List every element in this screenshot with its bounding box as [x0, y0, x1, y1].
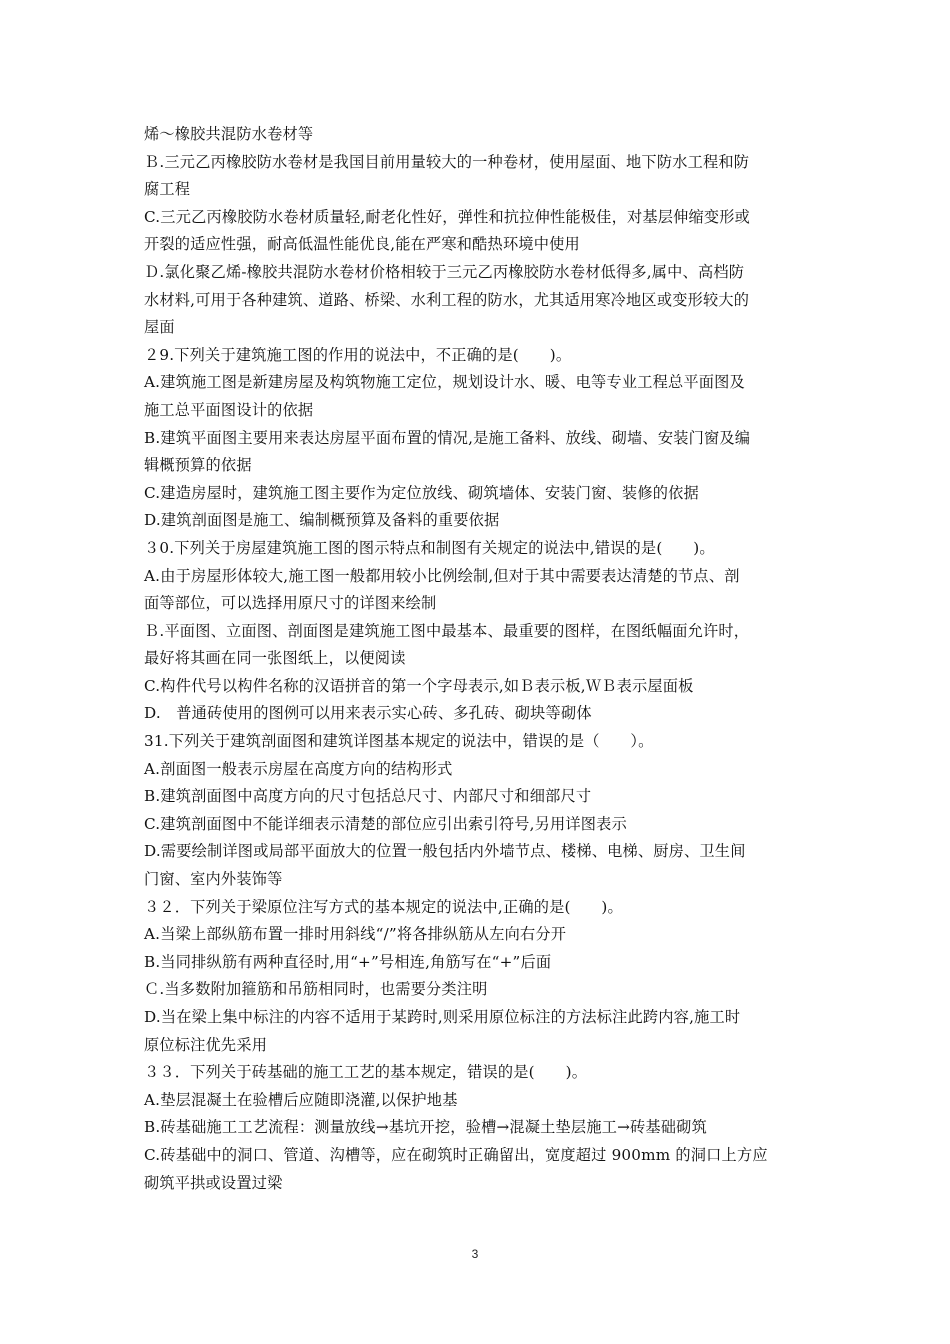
text-line: B.砖基础施工工艺流程：测量放线→基坑开挖，验槽→混凝土垫层施工→砖基础砌筑 — [144, 1118, 707, 1137]
text-line: A.剖面图一般表示房屋在高度方向的结构形式 — [144, 759, 453, 778]
text-line: 门窗、室内外装饰等 — [144, 870, 283, 889]
text-line: D.需要绘制详图或局部平面放大的位置一般包括内外墙节点、楼梯、电梯、厨房、卫生间 — [144, 842, 746, 861]
text-line: B.当同排纵筋有两种直径时,用“+”号相连,角筋写在“+”后面 — [144, 952, 552, 971]
text-line: Ｃ.当多数附加箍筋和吊筋相同时，也需要分类注明 — [144, 980, 488, 999]
text-line: Ｄ.氯化聚乙烯-橡胶共混防水卷材价格相较于三元乙丙橡胶防水卷材低得多,属中、高档防 — [144, 262, 745, 281]
text-line: 原位标注优先采用 — [144, 1035, 268, 1054]
text-line: D. 普通砖使用的图例可以用来表示实心砖、多孔砖、砌块等砌体 — [144, 704, 592, 723]
text-line: C.三元乙丙橡胶防水卷材质量轻,耐老化性好，弹性和抗拉伸性能极佳，对基层伸缩变形或 — [144, 207, 751, 226]
text-line: B.建筑剖面图中高度方向的尺寸包括总尺寸、内部尺寸和细部尺寸 — [144, 787, 592, 806]
text-line: ３２．下列关于梁原位注写方式的基本规定的说法中,正确的是( )。 — [144, 897, 623, 916]
text-line: A.由于房屋形体较大,施工图一般都用较小比例绘制,但对于其中需要表达清楚的节点、剖 — [144, 566, 740, 585]
text-line: C.建造房屋时，建筑施工图主要作为定位放线、砌筑墙体、安装门窗、装修的依据 — [144, 483, 699, 502]
text-line: Ｂ.三元乙丙橡胶防水卷材是我国目前用量较大的一种卷材，使用屋面、地下防水工程和防 — [144, 152, 750, 171]
text-line: 31.下列关于建筑剖面图和建筑详图基本规定的说法中，错误的是（ ）。 — [144, 732, 654, 751]
text-line: 砌筑平拱或设置过梁 — [144, 1173, 283, 1192]
text-line: 水材料,可用于各种建筑、道路、桥梁、水利工程的防水，尤其适用寒冷地区或变形较大的 — [144, 290, 750, 309]
text-line: ３３．下列关于砖基础的施工工艺的基本规定，错误的是( )。 — [144, 1063, 588, 1082]
text-line: 辑概预算的依据 — [144, 456, 252, 475]
text-line: 腐工程 — [144, 180, 191, 199]
text-line: 烯～橡胶共混防水卷材等 — [144, 125, 314, 143]
text-line: 最好将其画在同一张图纸上，以便阅读 — [144, 649, 406, 668]
text-line: B.建筑平面图主要用来表达房屋平面布置的情况,是施工备料、放线、砌墙、安装门窗及编 — [144, 428, 751, 447]
text-line: C.砖基础中的洞口、管道、沟槽等，应在砌筑时正确留出，宽度超过 900mm 的洞口上方应 — [144, 1145, 768, 1164]
page-number: 3 — [471, 1247, 479, 1261]
text-line: 面等部位，可以选择用原尺寸的详图来绘制 — [144, 594, 437, 613]
text-line: C.建筑剖面图中不能详细表示清楚的部位应引出索引符号,另用详图表示 — [144, 814, 627, 833]
page-body-text — [144, 121, 824, 1197]
text-line: ３0.下列关于房屋建筑施工图的图示特点和制图有关规定的说法中,错误的是( )。 — [144, 538, 715, 557]
text-line: A.建筑施工图是新建房屋及构筑物施工定位，规划设计水、暖、电等专业工程总平面图及 — [144, 373, 745, 392]
text-line: 施工总平面图设计的依据 — [144, 400, 314, 419]
text-line: ２9.下列关于建筑施工图的作用的说法中，不正确的是( )。 — [144, 345, 572, 364]
text-line: C.构件代号以构件名称的汉语拼音的第一个字母表示,如Ｂ表示板,ＷＢ表示屋面板 — [144, 676, 694, 695]
text-line: 开裂的适应性强，耐高低温性能优良,能在严寒和酷热环境中使用 — [144, 235, 580, 254]
text-line: A.垫层混凝土在验槽后应随即浇灌,以保护地基 — [144, 1090, 458, 1109]
text-line: D.当在梁上集中标注的内容不适用于某跨时,则采用原位标注的方法标注此跨内容,施工时 — [144, 1008, 741, 1026]
text-line: A.当梁上部纵筋布置一排时用斜线“/”将各排纵筋从左向右分开 — [144, 925, 567, 944]
text-line: 屋面 — [144, 318, 175, 337]
text-line: D.建筑剖面图是施工、编制概预算及备料的重要依据 — [144, 511, 500, 530]
text-line: Ｂ.平面图、立面图、剖面图是建筑施工图中最基本、最重要的图样，在图纸幅面允许时， — [144, 621, 750, 640]
